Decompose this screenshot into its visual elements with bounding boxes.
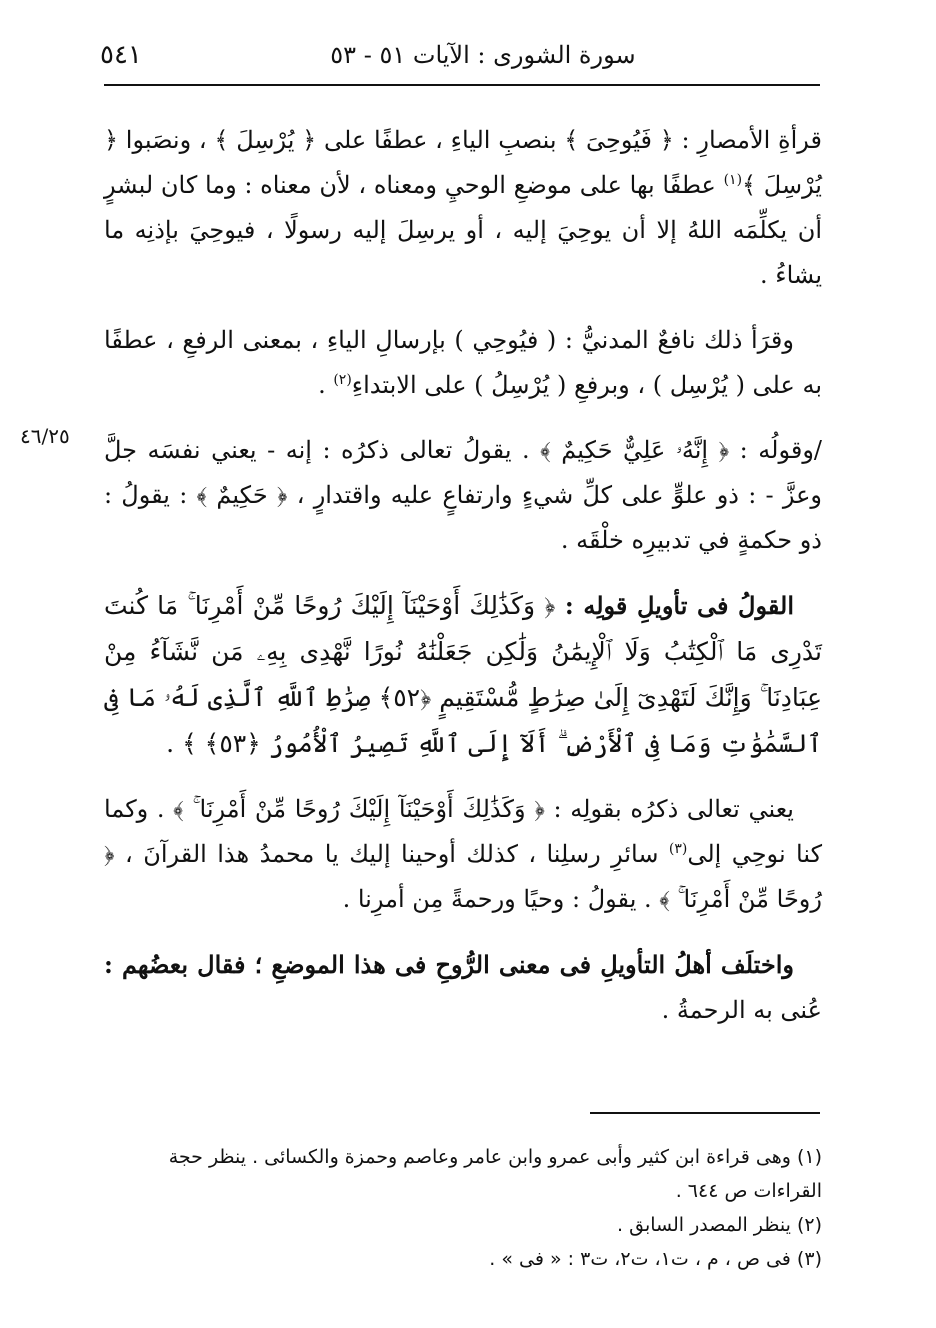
paragraph-text: عُنى به الرحمةُ . [661, 996, 822, 1024]
paragraph [104, 118, 822, 298]
page-title: سورة الشورى : الآيات ٥١ - ٥٣ [330, 41, 636, 69]
paragraph-text: قرأةِ الأمصارِ : ﴿ فَيُوحِىَ ﴾ بنصبِ الياءِ ، عطفًا على ﴿ يُرْسِلَ ﴾ ، ونصَبوا ﴿ يُرْسِلَ ﴾ [104, 126, 822, 199]
quran-verse: ﴿ وَكَذَٰلِكَ أَوْحَيْنَآ إِلَيْكَ رُوحًا مِّنْ أَمْرِنَا ۚ مَا كُنتَ تَدْرِى مَا ٱلْكِتَٰبُ وَلَا ٱلْإِيمَٰنُ وَلَٰكِن جَعَلْنَٰهُ نُورًا نَّهْدِى بِهِۦ مَن نَّشَآءُ مِنْ عِبَادِنَا ۚ وَإِنَّكَ لَتَهْدِىٓ إِلَىٰ صِرَٰطٍ مُّسْتَقِيمٍ ﴿٥٢﴾ صِرَٰطِ ٱللَّهِ ٱلَّذِى لَهُۥ مَا فِى ٱلسَّمَٰوَٰتِ وَمَا فِى ٱلْأَرْضِ ۗ أَلَآ إِلَى ٱللَّهِ تَصِيرُ ٱلْأُمُورُ ﴿٥٣﴾ ﴾ . [104, 591, 822, 758]
paragraph [104, 583, 822, 767]
footnotes [104, 1140, 822, 1276]
paragraph-text: سائرِ رسلِنا ، كذلك أوحينا إليك يا محمدُ هذا القرآنَ ، ﴿ رُوحًا مِّنْ أَمْرِنَا ۚ ﴾ . يقولُ : وحيًا ورحمةً مِن أمرِنا . [104, 840, 822, 913]
paragraph [104, 428, 822, 563]
footnote-divider [590, 1112, 820, 1114]
footnote-marker: (٢) [333, 372, 352, 388]
paragraph-text: عطفًا بها على موضعِ الوحيِ ومعناه ، لأن معناه : وما كان لبشرٍ أن يكلِّمَه اللهُ إلا أن يوحِيَ إليه ، أو يرسِلَ إليه رسولًا ، فيوحِيَ بإذنِه ما يشاءُ . [104, 171, 822, 289]
paragraph [104, 787, 822, 922]
footnote: (٢) ينظر المصدر السابق . [617, 1214, 822, 1236]
header-divider [104, 84, 820, 86]
page-number: ٥٤١ [100, 40, 142, 70]
paragraph [104, 942, 822, 1033]
page-header [100, 28, 824, 82]
section-heading: القولُ فى تأويلِ قولِه : [555, 591, 794, 620]
paragraph-text: . [318, 371, 334, 399]
bold-lead: واختلَف أهلُ التأويلِ فى معنى الرُّوحِ فى هذا الموضعِ ؛ فقال بعضُهم : [104, 950, 794, 979]
paragraph-text: /وقولُه : ﴿ إِنَّهُۥ عَلِيٌّ حَكِيمٌ ﴾ . يقولُ تعالى ذكرُه : إنه - يعني نفسَه جلَّ وعزَّ - : ذو علوٍّ على كلِّ شيءٍ وارتفاعٍ عليه واقتدارٍ ، ﴿ حَكِيمٌ ﴾ : يقولُ : ذو حكمةٍ في تدبيرِه خلْقَه . [104, 436, 822, 554]
footnote-marker: (٣) [668, 841, 688, 857]
footnote: (١) وهى قراءة ابن كثير وأبى عمرو وابن عامر وعاصم وحمزة والكسائى . ينظر حجة القراءات ص ٦٤٤ . [168, 1146, 822, 1202]
footnote: (٣) فى ص ، م ، ت١، ت٢، ت٣ : « فى » . [489, 1248, 822, 1270]
main-text [104, 118, 822, 1053]
paragraph-text: وقرَأ ذلك نافعٌ المدنيُّ : ( فيُوحِي ) بإرسالِ الياءِ ، بمعنى الرفعِ ، عطفًا به على ( يُرْسِل ) ، وبرفعِ ( يُرْسِلُ ) على الابتداءِ [104, 326, 822, 399]
paragraph-text: يعني تعالى ذكرُه بقولِه : ﴿ وَكَذَٰلِكَ أَوْحَيْنَآ إِلَيْكَ رُوحًا مِّنْ أَمْرِنَا ۚ ﴾ . وكما كنا نوحِي إلى [104, 795, 823, 868]
footnote-marker: (١) [723, 172, 743, 188]
margin-reference: ٤٦/٢٥ [20, 424, 70, 448]
paragraph [104, 318, 822, 408]
